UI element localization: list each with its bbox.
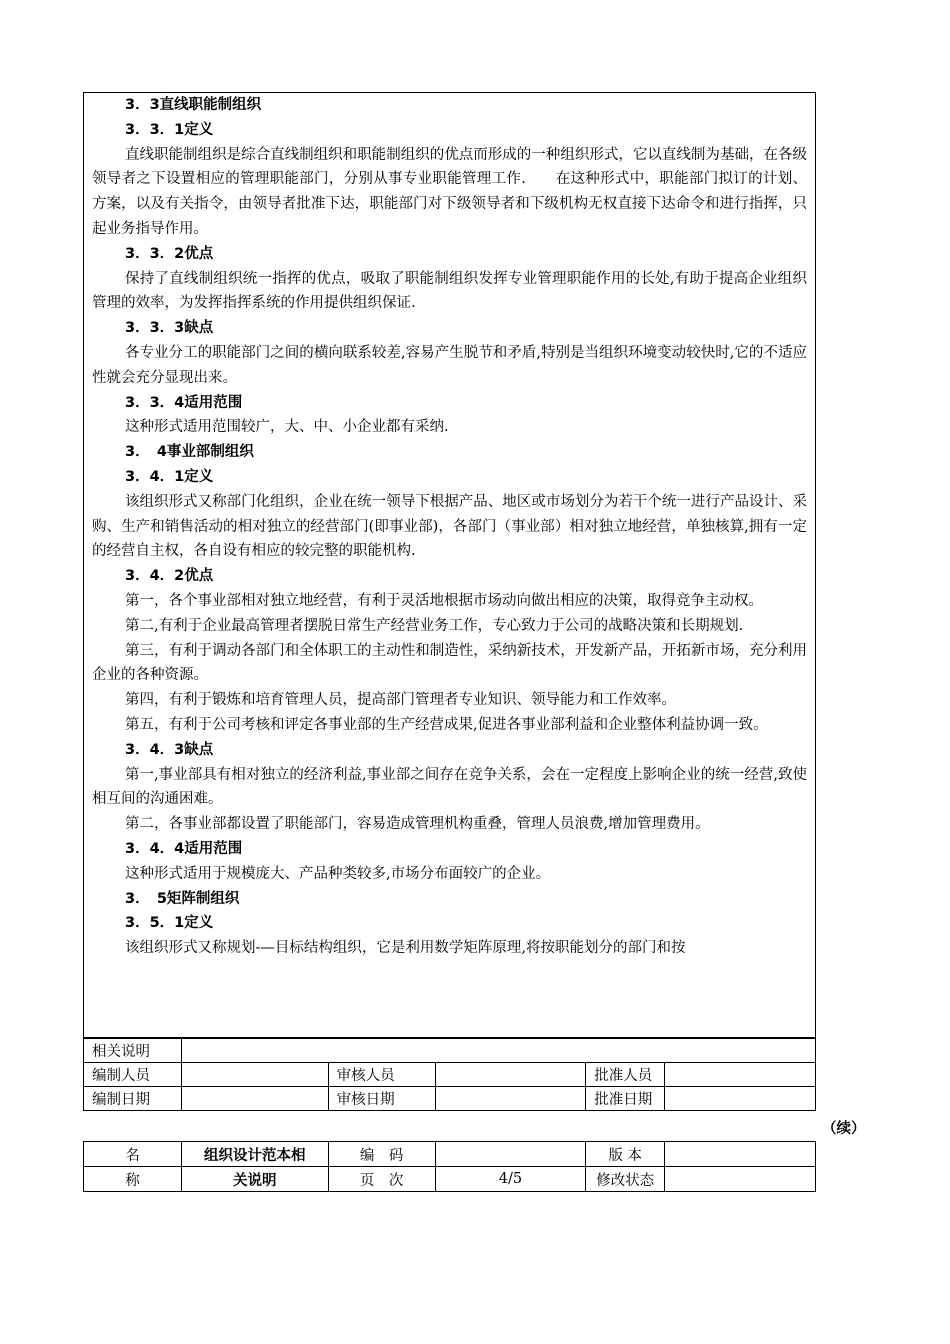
revision-label: 修改状态 bbox=[586, 1167, 665, 1192]
subsection-heading: 3．4．2优点 bbox=[125, 568, 214, 585]
page-label: 页 次 bbox=[328, 1167, 435, 1192]
subsection-heading: 3．3．4适用范围 bbox=[125, 394, 243, 411]
subsection-heading: 3．5．1定义 bbox=[125, 915, 214, 932]
related-notes-label: 相关说明 bbox=[84, 1039, 182, 1063]
edit-date-label: 编制日期 bbox=[84, 1087, 182, 1111]
paragraph: 这种形式适用于规模庞大、产品种类较多,市场分布面较广的企业。 bbox=[125, 865, 551, 882]
paragraph: 该组织形式又称规划-—目标结构组织，它是利用数学矩阵原理,将按职能划分的部门和按 bbox=[125, 940, 686, 957]
table-row bbox=[84, 1142, 816, 1167]
paragraph: 第二,有利于企业最高管理者摆脱日常生产经营业务工作，专心致力于公司的战略决策和长期规划. bbox=[125, 617, 744, 634]
review-date-label: 审核日期 bbox=[328, 1087, 435, 1111]
editor-label: 编制人员 bbox=[84, 1063, 182, 1087]
approve-date-label: 批准日期 bbox=[586, 1087, 665, 1111]
page-value: 4/5 bbox=[435, 1167, 586, 1192]
subsection-heading: 3．3．2优点 bbox=[125, 245, 214, 262]
paragraph: 该组织形式又称部门化组织，企业在统一领导下根据产品、地区或市场划分为若干个统一进行产品设计、采购、生产和销售活动的相对独立的经营部门(即事业部)，各部门（事业部）相对独立地经营，单独核算,拥有一定的经营自主权，各自设有相应的较完整的职能机构. bbox=[92, 493, 807, 560]
code-value bbox=[435, 1142, 586, 1167]
section-heading: 3．3直线职能制组织 bbox=[125, 97, 262, 113]
approval-table bbox=[83, 1038, 816, 1111]
reviewer-label: 审核人员 bbox=[328, 1063, 435, 1087]
name-label-top: 名 bbox=[84, 1142, 182, 1167]
table-row bbox=[84, 1039, 816, 1063]
edit-date-value bbox=[181, 1087, 328, 1111]
section-heading: 3． 4事业部制组织 bbox=[125, 444, 254, 461]
name-label-bottom: 称 bbox=[84, 1167, 182, 1192]
approver-label: 批准人员 bbox=[586, 1063, 665, 1087]
related-notes-value bbox=[181, 1039, 815, 1063]
paragraph: 第一,事业部具有相对独立的经济利益,事业部之间存在竞争关系，会在一定程度上影响企业的统一经营,致使相互间的沟通困难。 bbox=[92, 766, 807, 808]
paragraph: 这种形式适用范围较广，大、中、小企业都有采纳. bbox=[125, 419, 449, 436]
version-value bbox=[665, 1142, 816, 1167]
document-body bbox=[92, 93, 807, 961]
doc-title-line2: 关说明 bbox=[181, 1167, 328, 1192]
continued-marker: （续） bbox=[822, 1121, 866, 1137]
document-header-table bbox=[83, 1141, 816, 1192]
subsection-heading: 3．4．4适用范围 bbox=[125, 840, 243, 857]
table-row bbox=[84, 1063, 816, 1087]
editor-value bbox=[181, 1063, 328, 1087]
revision-value bbox=[665, 1167, 816, 1192]
paragraph: 第五，有利于公司考核和评定各事业部的生产经营成果,促进各事业部利益和企业整体利益协调一致。 bbox=[125, 716, 768, 733]
content-frame bbox=[83, 92, 816, 1038]
version-label: 版 本 bbox=[586, 1142, 665, 1167]
table-row bbox=[84, 1167, 816, 1192]
paragraph: 各专业分工的职能部门之间的横向联系较差,容易产生脱节和矛盾,特别是当组织环境变动较快时,它的不适应性就会充分显现出来。 bbox=[92, 344, 807, 386]
paragraph: 第三，有利于调动各部门和全体职工的主动性和制造性，采纳新技术，开发新产品，开拓新市场，充分利用企业的各种资源。 bbox=[92, 642, 807, 684]
section-heading: 3． 5矩阵制组织 bbox=[125, 890, 240, 907]
paragraph: 保持了直线制组织统一指挥的优点，吸取了职能制组织发挥专业管理职能作用的长处,有助于提高企业组织管理的效率，为发挥指挥系统的作用提供组织保证. bbox=[92, 270, 807, 312]
paragraph: 第一，各个事业部相对独立地经营，有利于灵活地根据市场动向做出相应的决策，取得竞争主动权。 bbox=[125, 592, 763, 609]
reviewer-value bbox=[435, 1063, 586, 1087]
subsection-heading: 3．3．1定义 bbox=[125, 121, 214, 138]
code-label: 编 码 bbox=[328, 1142, 435, 1167]
paragraph: 第二，各事业部都设置了职能部门，容易造成管理机构重叠，管理人员浪费,增加管理费用。 bbox=[125, 816, 710, 833]
subsection-heading: 3．3．3缺点 bbox=[125, 320, 214, 337]
doc-title-line1: 组织设计范本相 bbox=[181, 1142, 328, 1167]
paragraph: 直线职能制组织是综合直线制组织和职能制组织的优点而形成的一种组织形式，它以直线制为基础，在各级领导者之下设置相应的管理职能部门，分别从事专业职能管理工作. 在这种形式中，职能部门拟订的计划、方案，以及有关指令，由领导者批准下达，职能部门对下级领导者和下级机构无权直接下达命令和进行指挥，只起业务指导作用。 bbox=[92, 146, 807, 237]
subsection-heading: 3．4．1定义 bbox=[125, 468, 214, 485]
table-row bbox=[84, 1087, 816, 1111]
paragraph: 第四，有利于锻炼和培育管理人员，提高部门管理者专业知识、领导能力和工作效率。 bbox=[125, 692, 676, 709]
subsection-heading: 3．4．3缺点 bbox=[125, 741, 214, 758]
approve-date-value bbox=[665, 1087, 816, 1111]
review-date-value bbox=[435, 1087, 586, 1111]
approver-value bbox=[665, 1063, 816, 1087]
